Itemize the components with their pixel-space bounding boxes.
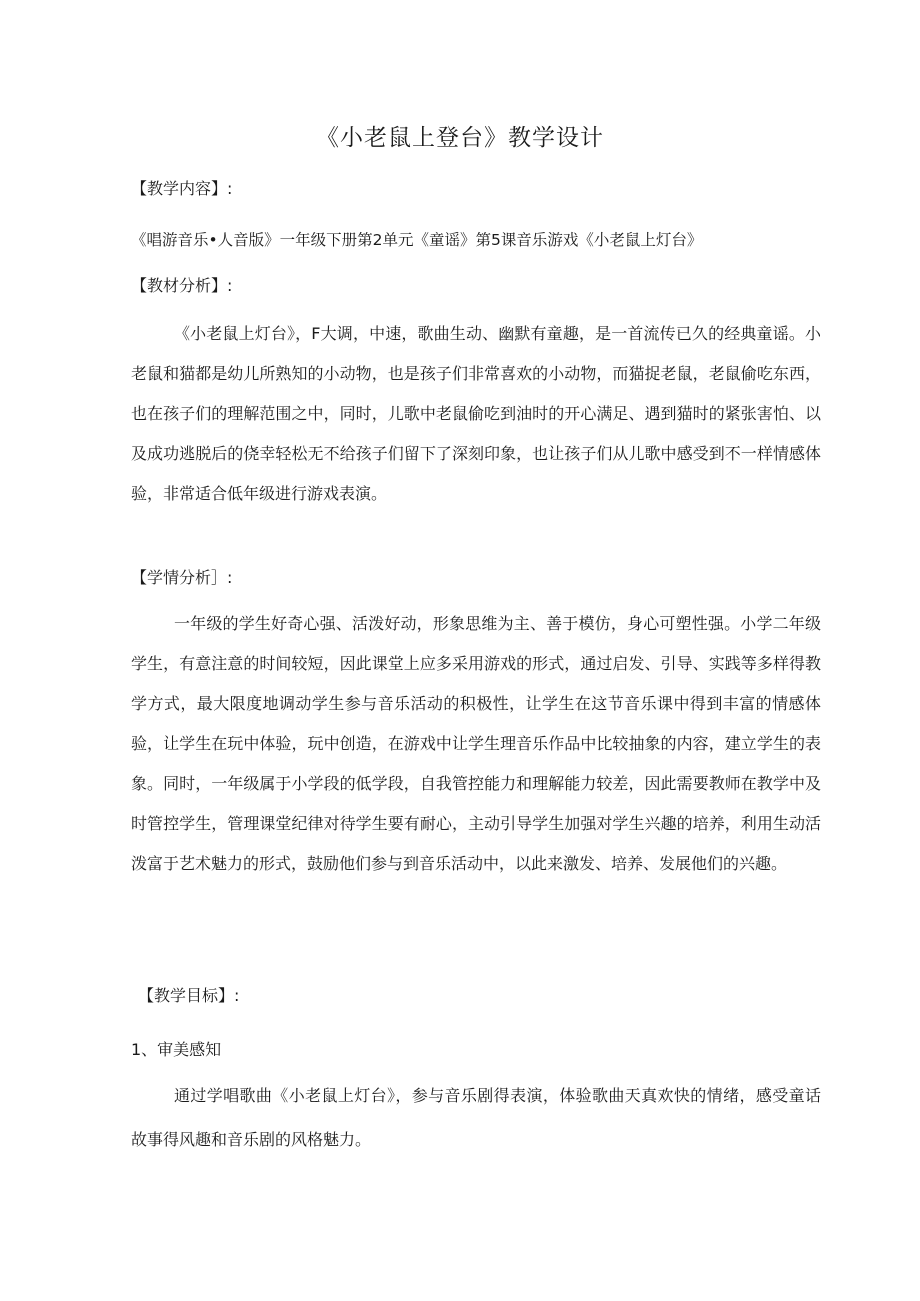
student-analysis-paragraph: 一年级的学生好奇心强、活泼好动，形象思维为主、善于模仿，身心可塑性强。小学二年级学生，有意注意的时间较短，因此课堂上应多采用游戏的形式，通过启发、引导、实践等多样得教学方式，最大限度地调动学生参与音乐活动的积极性，让学生在这节音乐课中得到丰富的情感体验，让学生在玩中体验，玩中创造，在游戏中让学生理音乐作品中比较抽象的内容，建立学生的表象。同时，一年级属于小学段的低学段，自我管控能力和理解能力较差，因此需要教师在教学中及时管控学生，管理课堂纪律对待学生要有耐心，主动引导学生加强对学生兴趣的培养，利用生动活泼富于艺术魅力的形式，鼓励他们参与到音乐活动中，以此来激发、培养、发展他们的兴趣。 [131, 614, 821, 873]
heading-teaching-content: 【教学内容】: [131, 179, 233, 198]
heading-teaching-goals: 【教学目标】: [138, 986, 240, 1005]
goal-item-aesthetic-text: 通过学唱歌曲《小老鼠上灯台》，参与音乐剧得表演，体验歌曲天真欢快的情绪，感受童话故事得风趣和音乐剧的风格魅力。 [131, 1086, 821, 1149]
material-analysis-paragraph: 《小老鼠上灯台》，F大调，中速，歌曲生动、幽默有童趣，是一首流传已久的经典童谣。小老鼠和猫都是幼儿所熟知的小动物，也是孩子们非常喜欢的小动物，而猫捉老鼠，老鼠偷吃东西，也在孩子们的理解范围之中，同时，儿歌中老鼠偷吃到油时的开心满足、遇到猫时的紧张害怕、以及成功逃脱后的侥幸轻松无不给孩子们留下了深刻印象，也让孩子们从儿歌中感受到不一样情感体验，非常适合低年级进行游戏表演。 [131, 324, 821, 503]
heading-student-analysis: 【学情分析］: [131, 568, 233, 587]
heading-material-analysis: 【教材分析】: [131, 276, 233, 295]
goal-item-aesthetic-perception: 1、审美感知 [131, 1040, 222, 1059]
teaching-content-text: 《唱游音乐•人音版》一年级下册第2单元《童谣》第5课音乐游戏《小老鼠上灯台》 [131, 231, 703, 249]
document-title: 《小老鼠上登台》教学设计 [316, 125, 604, 151]
